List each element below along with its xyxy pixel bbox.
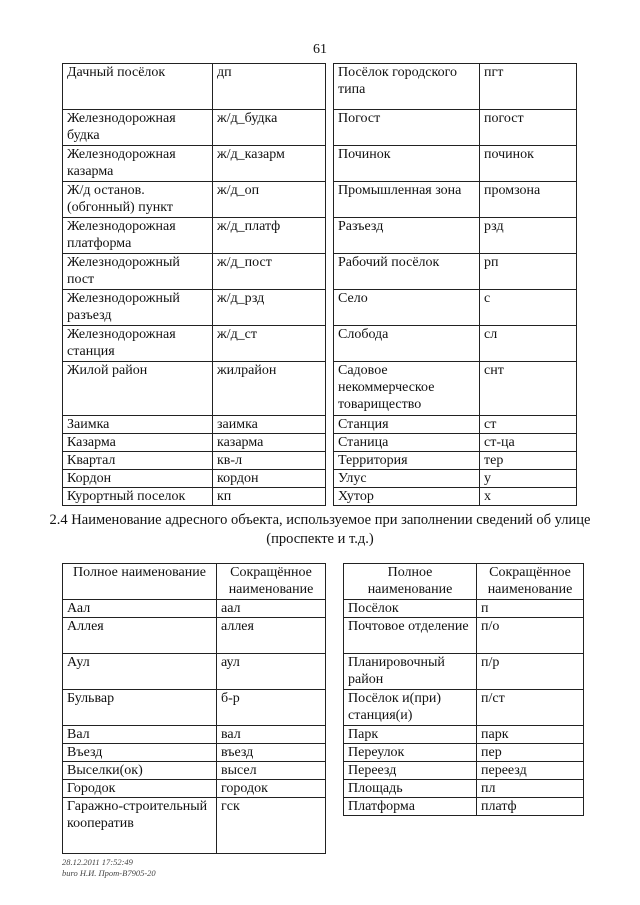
full-name-cell: Село	[334, 290, 480, 326]
full-name-cell: Парк	[344, 726, 477, 744]
table-row	[344, 600, 584, 618]
full-name-cell: Казарма	[63, 434, 213, 452]
full-name-cell: Переезд	[344, 762, 477, 780]
short-name-cell: промзона	[480, 182, 577, 218]
footer-stamp	[62, 857, 156, 879]
full-name-cell: Железнодорожная казарма	[63, 146, 213, 182]
full-name-cell: Посёлок и(при) станция(и)	[344, 690, 477, 726]
footer-line-1: 28.12.2011 17:52:49	[62, 857, 133, 867]
full-name-cell: Рабочий посёлок	[334, 254, 480, 290]
table-row	[63, 762, 326, 780]
table-top-left	[62, 63, 326, 506]
short-name-cell: п/о	[477, 618, 584, 654]
table-top-right	[333, 63, 577, 506]
table-row	[63, 290, 326, 326]
table-row	[334, 218, 577, 254]
table-header-row	[344, 564, 584, 600]
table-row	[63, 452, 326, 470]
table-row	[63, 470, 326, 488]
short-name-cell: тер	[480, 452, 577, 470]
short-name-cell: переезд	[477, 762, 584, 780]
table-row	[63, 416, 326, 434]
short-name-cell: п/ст	[477, 690, 584, 726]
full-name-cell: Кордон	[63, 470, 213, 488]
short-name-cell: с	[480, 290, 577, 326]
footer-line-2: buro Н.И. Прот-В7905-20	[62, 868, 156, 878]
short-name-cell: снт	[480, 362, 577, 416]
table-header-row	[63, 564, 326, 600]
short-name-cell: казарма	[213, 434, 326, 452]
short-name-cell: ж/д_платф	[213, 218, 326, 254]
short-name-cell: платф	[477, 798, 584, 816]
short-name-cell: ж/д_казарм	[213, 146, 326, 182]
full-name-cell: Въезд	[63, 744, 217, 762]
full-name-cell: Железнодорожная платформа	[63, 218, 213, 254]
table-row	[63, 744, 326, 762]
table-row	[334, 110, 577, 146]
full-name-cell: Аллея	[63, 618, 217, 654]
short-name-cell: ж/д_ст	[213, 326, 326, 362]
table-row	[63, 654, 326, 690]
table-row	[334, 64, 577, 110]
full-name-cell: Погост	[334, 110, 480, 146]
header-short-name: Сокращённое наименование	[477, 564, 584, 600]
short-name-cell: б-р	[217, 690, 326, 726]
header-short-name: Сокращённое наименование	[217, 564, 326, 600]
table-row	[63, 600, 326, 618]
short-name-cell: кп	[213, 488, 326, 506]
table-row	[63, 798, 326, 854]
full-name-cell: Территория	[334, 452, 480, 470]
short-name-cell: аал	[217, 600, 326, 618]
table-row	[334, 326, 577, 362]
full-name-cell: Курортный поселок	[63, 488, 213, 506]
table-row	[63, 110, 326, 146]
table-bottom-left	[62, 563, 326, 854]
full-name-cell: Городок	[63, 780, 217, 798]
table-row	[63, 64, 326, 110]
full-name-cell: Железнодорожная будка	[63, 110, 213, 146]
short-name-cell: пл	[477, 780, 584, 798]
short-name-cell: сл	[480, 326, 577, 362]
table-row	[63, 726, 326, 744]
table-row	[63, 254, 326, 290]
full-name-cell: Площадь	[344, 780, 477, 798]
table-row	[334, 362, 577, 416]
short-name-cell: погост	[480, 110, 577, 146]
full-name-cell: Почтовое отделение	[344, 618, 477, 654]
full-name-cell: Промышленная зона	[334, 182, 480, 218]
short-name-cell: починок	[480, 146, 577, 182]
full-name-cell: Аул	[63, 654, 217, 690]
table-row	[334, 488, 577, 506]
short-name-cell: аул	[217, 654, 326, 690]
short-name-cell: ж/д_оп	[213, 182, 326, 218]
short-name-cell: пгт	[480, 64, 577, 110]
table-row	[63, 362, 326, 416]
table-row	[344, 780, 584, 798]
short-name-cell: жилрайон	[213, 362, 326, 416]
short-name-cell: пер	[477, 744, 584, 762]
full-name-cell: Переулок	[344, 744, 477, 762]
page-number: 61	[313, 42, 327, 57]
full-name-cell: Вал	[63, 726, 217, 744]
table-row	[63, 146, 326, 182]
short-name-cell: гск	[217, 798, 326, 854]
short-name-cell: х	[480, 488, 577, 506]
full-name-cell: Железнодорожный разъезд	[63, 290, 213, 326]
full-name-cell: Планировочный район	[344, 654, 477, 690]
short-name-cell: аллея	[217, 618, 326, 654]
short-name-cell: у	[480, 470, 577, 488]
short-name-cell: ст-ца	[480, 434, 577, 452]
short-name-cell: вал	[217, 726, 326, 744]
table-bottom-right	[343, 563, 584, 816]
short-name-cell: ж/д_будка	[213, 110, 326, 146]
short-name-cell: высел	[217, 762, 326, 780]
short-name-cell: ж/д_рзд	[213, 290, 326, 326]
full-name-cell: Выселки(ок)	[63, 762, 217, 780]
full-name-cell: Слобода	[334, 326, 480, 362]
table-row	[344, 690, 584, 726]
table-row	[334, 254, 577, 290]
table-row	[63, 326, 326, 362]
table-row	[344, 744, 584, 762]
full-name-cell: Жилой район	[63, 362, 213, 416]
header-full-name: Полное наименование	[63, 564, 217, 600]
full-name-cell: Железнодорожная станция	[63, 326, 213, 362]
short-name-cell: п/р	[477, 654, 584, 690]
table-row	[334, 146, 577, 182]
full-name-cell: Посёлок городского типа	[334, 64, 480, 110]
full-name-cell: Платформа	[344, 798, 477, 816]
table-row	[63, 182, 326, 218]
full-name-cell: Железнодорожный пост	[63, 254, 213, 290]
short-name-cell: кордон	[213, 470, 326, 488]
table-row	[334, 434, 577, 452]
short-name-cell: заимка	[213, 416, 326, 434]
table-row	[63, 488, 326, 506]
full-name-cell: Аал	[63, 600, 217, 618]
table-row	[344, 726, 584, 744]
full-name-cell: Садовое некоммерческое товарищество	[334, 362, 480, 416]
full-name-cell: Квартал	[63, 452, 213, 470]
short-name-cell: городок	[217, 780, 326, 798]
short-name-cell: парк	[477, 726, 584, 744]
full-name-cell: Дачный посёлок	[63, 64, 213, 110]
full-name-cell: Посёлок	[344, 600, 477, 618]
header-full-name: Полное наименование	[344, 564, 477, 600]
table-row	[63, 434, 326, 452]
short-name-cell: ст	[480, 416, 577, 434]
table-row	[63, 218, 326, 254]
table-row	[63, 690, 326, 726]
full-name-cell: Улус	[334, 470, 480, 488]
short-name-cell: рп	[480, 254, 577, 290]
table-row	[344, 798, 584, 816]
full-name-cell: Станция	[334, 416, 480, 434]
table-row	[344, 762, 584, 780]
full-name-cell: Станица	[334, 434, 480, 452]
full-name-cell: Ж/д останов. (обгонный) пункт	[63, 182, 213, 218]
full-name-cell: Разъезд	[334, 218, 480, 254]
section-title: 2.4 Наименование адресного объекта, используемое при заполнении сведений об улице (проспекте и т.д.)	[49, 512, 591, 547]
table-row	[63, 618, 326, 654]
table-row	[334, 470, 577, 488]
full-name-cell: Починок	[334, 146, 480, 182]
full-name-cell: Гаражно-строительный кооператив	[63, 798, 217, 854]
full-name-cell: Бульвар	[63, 690, 217, 726]
short-name-cell: въезд	[217, 744, 326, 762]
short-name-cell: п	[477, 600, 584, 618]
table-row	[344, 618, 584, 654]
short-name-cell: дп	[213, 64, 326, 110]
short-name-cell: кв-л	[213, 452, 326, 470]
table-row	[334, 182, 577, 218]
full-name-cell: Заимка	[63, 416, 213, 434]
table-row	[334, 416, 577, 434]
table-row	[334, 290, 577, 326]
short-name-cell: ж/д_пост	[213, 254, 326, 290]
table-row	[344, 654, 584, 690]
table-row	[63, 780, 326, 798]
table-row	[334, 452, 577, 470]
short-name-cell: рзд	[480, 218, 577, 254]
full-name-cell: Хутор	[334, 488, 480, 506]
